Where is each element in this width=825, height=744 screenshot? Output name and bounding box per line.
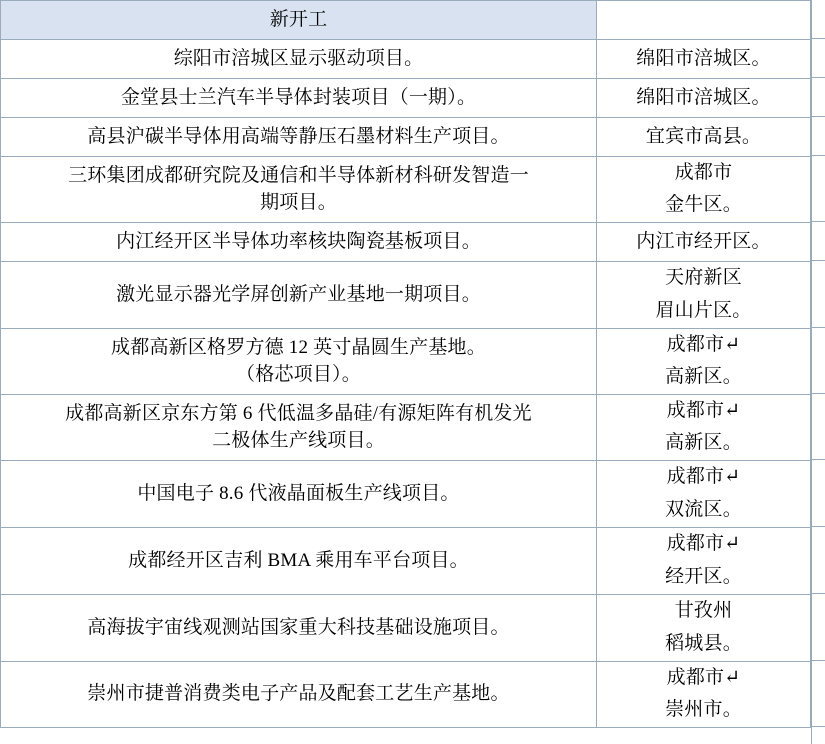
project-name-cell xyxy=(1,117,597,156)
project-name-text: 金堂县士兰汽车半导体封装项目（一期）。 xyxy=(120,86,477,108)
page-edge-tick xyxy=(812,117,825,156)
project-name-text: 高海拔宇宙线观测站国家重大科技基础设施项目。 xyxy=(87,617,510,639)
project-location-cell xyxy=(597,460,811,527)
page-edge-tick xyxy=(812,460,825,527)
table-header-row xyxy=(1,1,811,40)
page-edge-tick xyxy=(812,594,825,661)
project-location-text: 成都市↵ xyxy=(666,533,741,555)
project-location-text: 成都市↵ xyxy=(666,466,741,488)
project-name-text: 成都经开区吉利 BMA 乘用车平台项目。 xyxy=(128,550,469,572)
table-header-location-cell xyxy=(597,1,811,40)
page-edge-tick xyxy=(812,527,825,594)
project-location-cell xyxy=(597,394,811,460)
project-name-cell xyxy=(1,661,597,727)
project-name-text: 中国电子 8.6 代液晶面板生产线项目。 xyxy=(137,483,460,505)
page-edge-tick xyxy=(812,78,825,117)
table-row xyxy=(1,594,811,661)
project-location-text: 成都市↵ xyxy=(666,399,741,421)
page-edge-tick xyxy=(812,328,825,394)
project-location-cell xyxy=(597,661,811,727)
project-name-text: 三环集团成都研究院及通信和半导体新材科研发智造一 xyxy=(68,164,529,186)
table-row xyxy=(1,394,811,460)
project-location-text: 成都市↵ xyxy=(666,333,741,355)
table-row xyxy=(1,156,811,222)
page-edge-tick xyxy=(812,39,825,78)
page-edge-column xyxy=(811,0,825,744)
table-row xyxy=(1,328,811,394)
project-location-cell xyxy=(597,328,811,394)
project-location-cell xyxy=(597,222,811,261)
table-row xyxy=(1,117,811,156)
project-name-text: 内江经开区半导体功率核块陶瓷基板项目。 xyxy=(116,230,481,252)
page-edge-tick xyxy=(812,0,825,39)
project-name-text: 成都高新区京东方第 6 代低温多晶硅/有源矩阵有机发光 xyxy=(65,402,532,424)
table-row xyxy=(1,39,811,78)
project-location-text: 宜宾市高县。 xyxy=(645,125,762,147)
project-name-cell xyxy=(1,594,597,661)
table-row xyxy=(1,222,811,261)
table-body xyxy=(1,1,811,728)
project-location-text: 眉山片区。 xyxy=(655,299,752,321)
project-name-cell xyxy=(1,156,597,222)
project-name-text: 二极体生产线项目。 xyxy=(212,430,385,452)
table-row xyxy=(1,261,811,328)
project-name-cell xyxy=(1,261,597,328)
table-row xyxy=(1,527,811,594)
project-name-text: 高县沪碳半导体用高端等静压石墨材料生产项目。 xyxy=(87,125,510,147)
project-location-cell xyxy=(597,78,811,117)
project-name-text: 崇州市捷普消费类电子产品及配套工艺生产基地。 xyxy=(87,683,510,705)
project-name-cell xyxy=(1,460,597,527)
table-row xyxy=(1,78,811,117)
table-row xyxy=(1,460,811,527)
project-location-cell xyxy=(597,594,811,661)
project-name-text: 激光显示器光学屏创新产业基地一期项目。 xyxy=(116,283,481,305)
project-location-cell xyxy=(597,527,811,594)
table-header-title-cell xyxy=(1,1,597,40)
project-name-text: 期项目。 xyxy=(260,192,337,214)
project-location-cell xyxy=(597,39,811,78)
project-location-text: 绵阳市涪城区。 xyxy=(636,47,771,69)
page-edge-tick xyxy=(812,261,825,328)
project-name-text: 成都高新区格罗方德 12 英寸晶圆生产基地。 xyxy=(111,336,486,358)
project-name-cell xyxy=(1,78,597,117)
page-edge-tick xyxy=(812,394,825,460)
page-edge-tick xyxy=(812,156,825,222)
project-name-cell xyxy=(1,394,597,460)
page-edge-tick xyxy=(812,661,825,727)
project-location-text: 稻城县。 xyxy=(665,632,742,654)
project-name-text: （格芯项目）。 xyxy=(236,364,361,386)
project-location-text: 经开区。 xyxy=(665,565,742,587)
project-location-text: 内江市经开区。 xyxy=(636,230,771,252)
project-location-text: 天府新区 xyxy=(665,267,742,289)
page-edge-tick xyxy=(812,222,825,261)
table-header-location xyxy=(597,15,810,25)
project-location-text: 绵阳市涪城区。 xyxy=(636,86,771,108)
project-location-text: 成都市↵ xyxy=(666,666,741,688)
project-location-text: 崇州市。 xyxy=(665,699,742,721)
project-name-cell xyxy=(1,222,597,261)
project-location-text: 高新区。 xyxy=(665,432,742,454)
project-location-cell xyxy=(597,261,811,328)
project-location-text: 成都市 xyxy=(674,161,733,183)
project-location-text: 金牛区。 xyxy=(665,194,742,216)
table-header-title: 新开工 xyxy=(269,9,328,30)
project-location-text: 高新区。 xyxy=(665,366,742,388)
project-location-cell xyxy=(597,117,811,156)
project-name-text: 综阳市涪城区显示驱动项目。 xyxy=(173,47,424,69)
project-name-cell xyxy=(1,527,597,594)
project-location-text: 双流区。 xyxy=(665,498,742,520)
project-location-text: 甘孜州 xyxy=(674,600,733,622)
project-name-cell xyxy=(1,328,597,394)
table-row xyxy=(1,661,811,727)
project-location-cell xyxy=(597,156,811,222)
project-name-cell xyxy=(1,39,597,78)
